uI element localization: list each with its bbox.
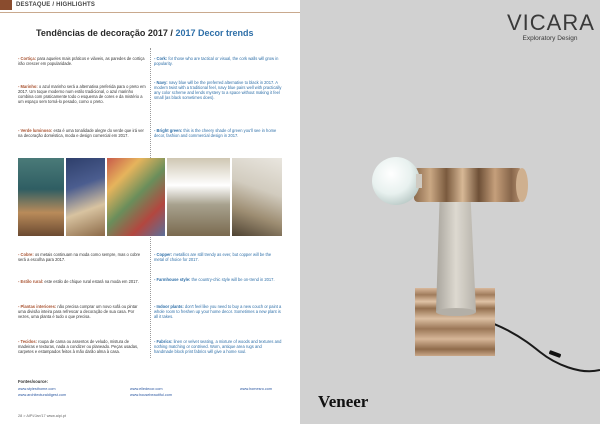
- trend-key: - Estilo rural:: [18, 279, 44, 284]
- trend-key: - Farmhouse style:: [154, 277, 191, 282]
- page-title: [36, 28, 254, 38]
- trend-key: - Marinho:: [18, 84, 38, 89]
- trend-text: roupa de cama ou assentos de veludo, mistura de madeiras e texturas, nada a condizer ou planeado. Peças usadas, carpetes e estampados feitos à mão darão alma à casa.: [18, 339, 139, 355]
- trend-text: metallics are still trendy as ever, but copper will be the metal of choice for 2017.: [154, 252, 272, 263]
- trend-key: - Plantas interiores:: [18, 304, 57, 309]
- trend-text: não precisa comprar um novo sofá ou pintar uma divisão inteira para refrescar a decoração de sua casa. Por vezes, uma planta é tudo o que precisa.: [18, 304, 138, 320]
- trend-key: - Copper:: [154, 252, 173, 257]
- trend-item-pt: [18, 128, 146, 138]
- source-link[interactable]: www.homesro.com: [240, 387, 273, 391]
- trend-item-pt: [18, 56, 146, 66]
- cylinder-end-cap: [516, 168, 528, 202]
- trend-text: o azul marinho será a alternativa preferida para o preto em 2017. Um toque moderno num estilo tradicional, o azul marinho combina com praticamente todo o esquema de cores e da mistério a um espaço sem torná-lo pesado, como o preto.: [18, 84, 146, 105]
- page-folio: 28 > AIPI/Jan'17 www.aipi.pt: [18, 414, 66, 418]
- trend-item-pt: [18, 279, 146, 284]
- trend-text: esta é uma tonalidade alegre do verde que irá ver na decoração doméstica, moda e design comercial em 2017.: [18, 128, 144, 139]
- product-caption: Veneer: [318, 392, 369, 411]
- collage-photo-stair-shelves: [232, 158, 282, 236]
- trend-item-en: [154, 252, 282, 262]
- collage-photo-teal-room: [18, 158, 64, 236]
- header-rule: [0, 12, 300, 13]
- trend-text: this is the cheery shade of green you'll see in home decor, fashion and commercial design in 2017.: [154, 128, 277, 139]
- trend-text: linen or velvet seating, a mixture of woods and textures and nothing matching or contrived. Worn, antique area rugs and handmade block print fabrics will give a home soul.: [154, 339, 282, 355]
- lamp-stem-foot: [436, 308, 476, 316]
- source-link[interactable]: www.housebeautiful.com: [130, 393, 172, 397]
- lamp-bulb: [372, 157, 420, 205]
- title-en: 2017 Decor trends: [175, 28, 254, 38]
- trend-item-en: [154, 128, 282, 138]
- title-separator: /: [170, 28, 173, 38]
- trend-key: - Cortiça:: [18, 56, 36, 61]
- veneer-lamp-photo: [300, 0, 600, 424]
- title-pt: Tendências de decoração 2017: [36, 28, 168, 38]
- collage-photo-navy-room: [66, 158, 106, 236]
- source-link[interactable]: www.stylesthome.com: [18, 387, 56, 391]
- trend-key: - Cobre:: [18, 252, 34, 257]
- trend-item-pt: [18, 252, 146, 262]
- trend-item-en: [154, 339, 282, 354]
- section-header: [0, 0, 95, 10]
- section-label: DESTAQUE / HIGHLIGHTS: [16, 2, 96, 8]
- trend-key: - Navy:: [154, 80, 168, 85]
- section-tab-marker: [0, 0, 12, 10]
- trend-text: the country-chic style will be on-trend in 2017.: [190, 277, 275, 282]
- bulb-socket: [416, 174, 422, 188]
- trend-key: - Bright green:: [154, 128, 183, 133]
- collage-photo-gallery-wall: [107, 158, 165, 236]
- brand-wordmark: VICARA: [507, 10, 595, 35]
- trend-text: os metais continuam na moda como sempre, mas o cobre será a escolha para 2017.: [18, 252, 141, 263]
- cable-switch: [549, 350, 562, 358]
- trend-text: for those who are tactical or visual, the cork walls will grow in popularity.: [154, 56, 279, 67]
- source-link[interactable]: www.architecturaldigest.com: [18, 393, 67, 397]
- source-link[interactable]: www.elledecor.com: [130, 387, 163, 391]
- lamp-stem: [436, 186, 476, 312]
- trend-item-en: [154, 56, 282, 66]
- trend-item-en: [154, 304, 282, 319]
- trend-key: - Cork:: [154, 56, 168, 61]
- trend-key: - Verde luminoso:: [18, 128, 53, 133]
- brand-tagline: Exploratory Design: [522, 35, 578, 42]
- trend-key: - Fabrics:: [154, 339, 173, 344]
- trend-item-pt: [18, 84, 146, 104]
- trend-text: navy blue will be the preferred alternative to black in 2017. A modern twist with a traditional feel, navy blue pairs well with practically any color scheme and lends mystery to a space without making it feel small (as black sometimes does).: [154, 80, 282, 101]
- trend-item-pt: [18, 304, 146, 319]
- trend-text: para aqueles mais práticos e viáveis, as paredes de cortiça irão crescer em popularidade.: [18, 56, 145, 67]
- lamp-veneer-cylinder: [414, 168, 522, 202]
- trend-text: don't feel like you need to buy a new couch or paint a whole room to freshen up your home decor. Sometimes a new plant is all it takes.: [154, 304, 282, 320]
- collage-photo-white-living-room: [167, 158, 231, 236]
- trend-text: este estilo de chique rural estará na moda em 2017.: [43, 279, 139, 284]
- sources-label: Fontes/source:: [18, 379, 49, 384]
- decor-photo-collage: [18, 158, 282, 236]
- right-page-advert: [300, 0, 600, 424]
- trend-item-en: [154, 277, 282, 282]
- trend-item-pt: [18, 339, 146, 354]
- trend-key: - Tecidos:: [18, 339, 38, 344]
- trend-item-en: [154, 80, 282, 100]
- trend-key: - Indoor plants:: [154, 304, 184, 309]
